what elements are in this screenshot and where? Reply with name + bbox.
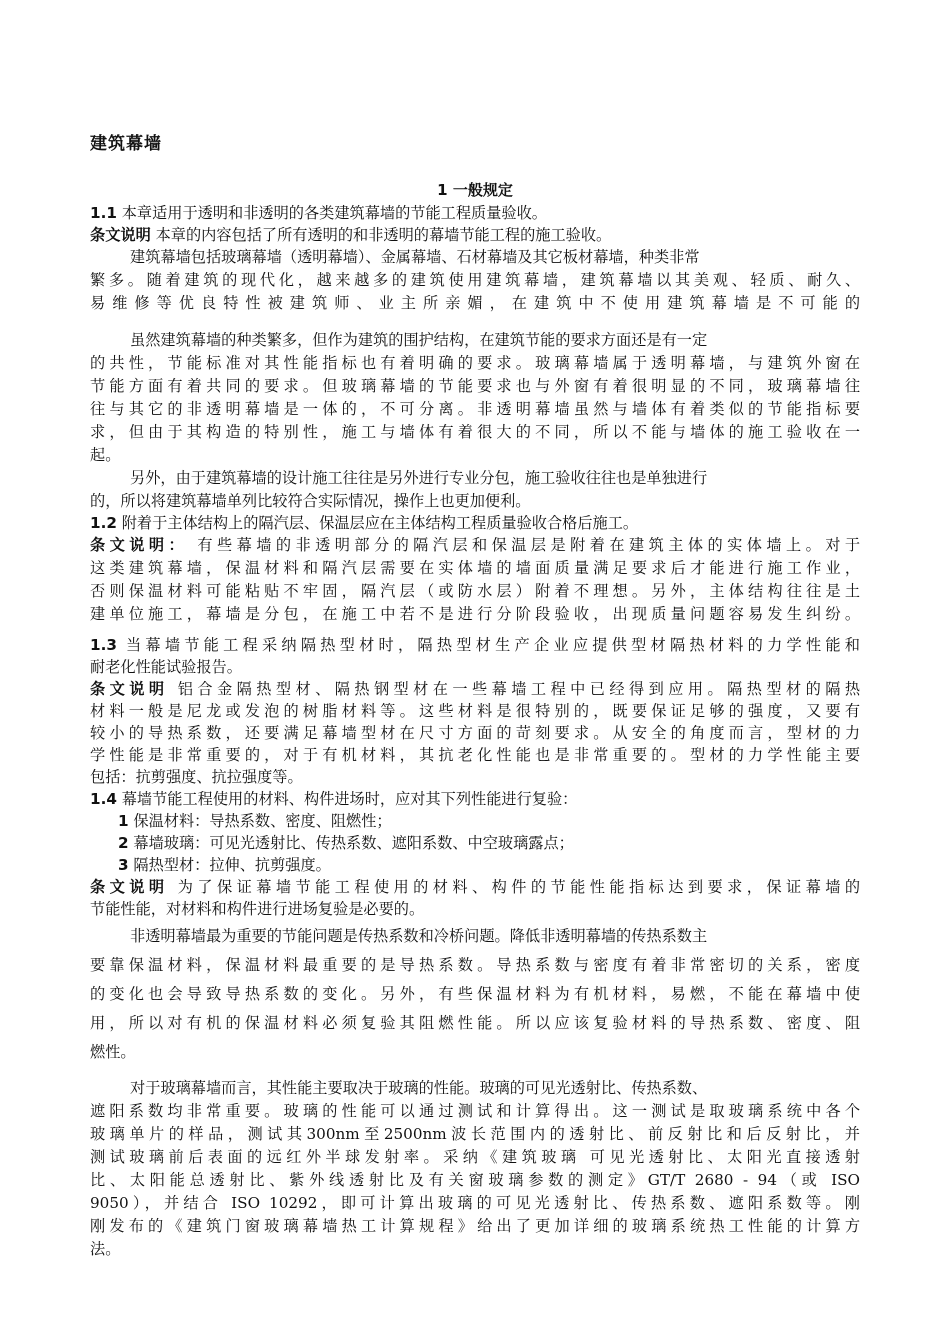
text-line: 的变化也会导致导热系数的变化。另外，有些保温材料为有机材料，易燃，不能在幕墙中使 bbox=[90, 985, 860, 1003]
document-title: 建筑幕墙 bbox=[90, 134, 162, 154]
text-line: 条文说明 本章的内容包括了所有透明的和非透明的幕墙节能工程的施工验收。 bbox=[90, 226, 612, 244]
text-line: 易维修等优良特性被建筑师、业主所亲媚，在建筑中不使用建筑幕墙是不可能的 bbox=[90, 294, 860, 312]
text-line: 用，所以对有机的保温材料必须复验其阻燃性能。所以应该复验材料的导热系数、密度、阻 bbox=[90, 1014, 860, 1032]
text-line: 节能方面有着共同的要求。但玻璃幕墙的节能要求也与外窗有着很明显的不同，玻璃幕墙往 bbox=[90, 377, 860, 395]
text-line: 否则保温材料可能粘贴不牢固，隔汽层（或防水层）附着不理想。另外，主体结构往往是土 bbox=[90, 582, 860, 600]
text-line: 材料一般是尼龙或发泡的树脂材料等。这些材料是很特别的，既要保证足够的强度，又要有 bbox=[90, 702, 860, 720]
clause-label: 条文说明： bbox=[90, 536, 189, 554]
text-line: 的共性，节能标准对其性能指标也有着明确的要求。玻璃幕墙属于透明幕墙，与建筑外窗在 bbox=[90, 354, 860, 372]
text-line: 条文说明： 有些幕墙的非透明部分的隔汽层和保温层是附着在建筑主体的实体墙上。对于 bbox=[90, 536, 861, 554]
clause-label: 1 bbox=[118, 812, 129, 830]
text-line: 繁多。随着建筑的现代化，越来越多的建筑使用建筑幕墙，建筑幕墙以其美观、轻质、耐久、 bbox=[90, 271, 860, 289]
clause-label: 条文说明 bbox=[90, 878, 169, 896]
clause-label: 条文说明 bbox=[90, 226, 151, 244]
section-heading: 1 一般规定 bbox=[437, 181, 513, 199]
text-line: 节能性能，对材料和构件进行进场复验是必要的。 bbox=[90, 900, 425, 918]
text-line: 1.4 幕墙节能工程使用的材料、构件进场时，应对其下列性能进行复验： bbox=[90, 790, 578, 808]
text-line: 刚发布的《建筑门窗玻璃幕墙热工计算规程》给出了更加详细的玻璃系统热工性能的计算方 bbox=[90, 1217, 860, 1235]
clause-label: 1.1 bbox=[90, 204, 117, 222]
text-line: 建筑幕墙包括玻璃幕墙（透明幕墙）、金属幕墙、石材幕墙及其它板材幕墙，种类非常 bbox=[130, 248, 700, 266]
text-line: 3 隔热型材：拉伸、抗剪强度。 bbox=[118, 856, 331, 874]
text-line: 另外，由于建筑幕墙的设计施工往往是另外进行专业分包，施工验收往往也是单独进行 bbox=[130, 469, 708, 487]
text-line: 玻璃单片的样品，测试其300nm至2500nm波长范围内的透射比、前反射比和后反射比，并 bbox=[90, 1125, 860, 1143]
text-line: 条文说明 铝合金隔热型材、隔热钢型材在一些幕墙工程中已经得到应用。隔热型材的隔热 bbox=[90, 680, 861, 698]
text-line: 往与其它的非透明幕墙是一体的，不可分离。非透明幕墙虽然与墙体有着类似的节能指标要 bbox=[90, 400, 860, 418]
clause-label: 1.3 bbox=[90, 636, 117, 654]
text-line: 这类建筑幕墙，保温材料和隔汽层需要在实体墙的墙面质量满足要求后才能进行施工作业， bbox=[90, 559, 860, 577]
text-line: 1.3 当幕墙节能工程采纳隔热型材时，隔热型材生产企业应提供型材隔热材料的力学性能和 bbox=[90, 636, 860, 654]
text-line: 1 保温材料：导热系数、密度、阻燃性； bbox=[118, 812, 392, 830]
text-line: 9050），并结合 ISO 10292，即可计算出玻璃的可见光透射比、传热系数、遮阳系数等。刚 bbox=[90, 1194, 860, 1212]
text-line: 耐老化性能试验报告。 bbox=[90, 658, 242, 676]
text-line: 求，但由于其构造的特别性，施工与墙体有着很大的不同，所以不能与墙体的施工验收在一 bbox=[90, 423, 860, 441]
text-line: 建单位施工，幕墙是分包，在施工中若不是进行分阶段验收，出现质量问题容易发生纠纷。 bbox=[90, 605, 860, 623]
text-line: 条文说明 为了保证幕墙节能工程使用的材料、构件的节能性能指标达到要求，保证幕墙的 bbox=[90, 878, 861, 896]
text-line: 起。 bbox=[90, 446, 121, 464]
text-line: 要靠保温材料，保温材料最重要的是导热系数。导热系数与密度有着非常密切的关系，密度 bbox=[90, 956, 860, 974]
clause-label: 条文说明 bbox=[90, 680, 169, 698]
clause-label: 1.2 bbox=[90, 514, 117, 532]
text-line: 2 幕墙玻璃：可见光透射比、传热系数、遮阳系数、中空玻璃露点； bbox=[118, 834, 574, 852]
clause-label: 3 bbox=[118, 856, 129, 874]
clause-label: 1.4 bbox=[90, 790, 117, 808]
text-line: 较小的导热系数，还要满足幕墙型材在尺寸方面的苛刻要求。从安全的角度而言，型材的力 bbox=[90, 724, 860, 742]
text-line: 非透明幕墙最为重要的节能问题是传热系数和冷桥问题。降低非透明幕墙的传热系数主 bbox=[130, 927, 708, 945]
text-line: 1.2 附着于主体结构上的隔汽层、保温层应在主体结构工程质量验收合格后施工。 bbox=[90, 514, 639, 532]
text-line: 遮阳系数均非常重要。玻璃的性能可以通过测试和计算得出。这一测试是取玻璃系统中各个 bbox=[90, 1102, 860, 1120]
text-line: 学性能是非常重要的，对于有机材料，其抗老化性能也是非常重要的。型材的力学性能主要 bbox=[90, 746, 860, 764]
text-line: 的，所以将建筑幕墙单列比较符合实际情况，操作上也更加便利。 bbox=[90, 492, 531, 510]
text-line: 比、太阳能总透射比、紫外线透射比及有关窗玻璃参数的测定》GT/T 2680 - 94（或 ISO bbox=[90, 1171, 860, 1189]
text-line: 1.1 本章适用于透明和非透明的各类建筑幕墙的节能工程质量验收。 bbox=[90, 204, 547, 222]
text-line: 虽然建筑幕墙的种类繁多，但作为建筑的围护结构，在建筑节能的要求方面还是有一定 bbox=[130, 331, 708, 349]
text-line: 包括：抗剪强度、抗拉强度等。 bbox=[90, 768, 303, 786]
text-line: 法。 bbox=[90, 1240, 121, 1258]
text-line: 燃性。 bbox=[90, 1043, 136, 1061]
text-line: 测试玻璃前后表面的远红外半球发射率。采纳《建筑玻璃 可见光透射比、太阳光直接透射 bbox=[90, 1148, 860, 1166]
clause-label: 2 bbox=[118, 834, 129, 852]
text-line: 对于玻璃幕墙而言，其性能主要取决于玻璃的性能。玻璃的可见光透射比、传热系数、 bbox=[130, 1079, 708, 1097]
